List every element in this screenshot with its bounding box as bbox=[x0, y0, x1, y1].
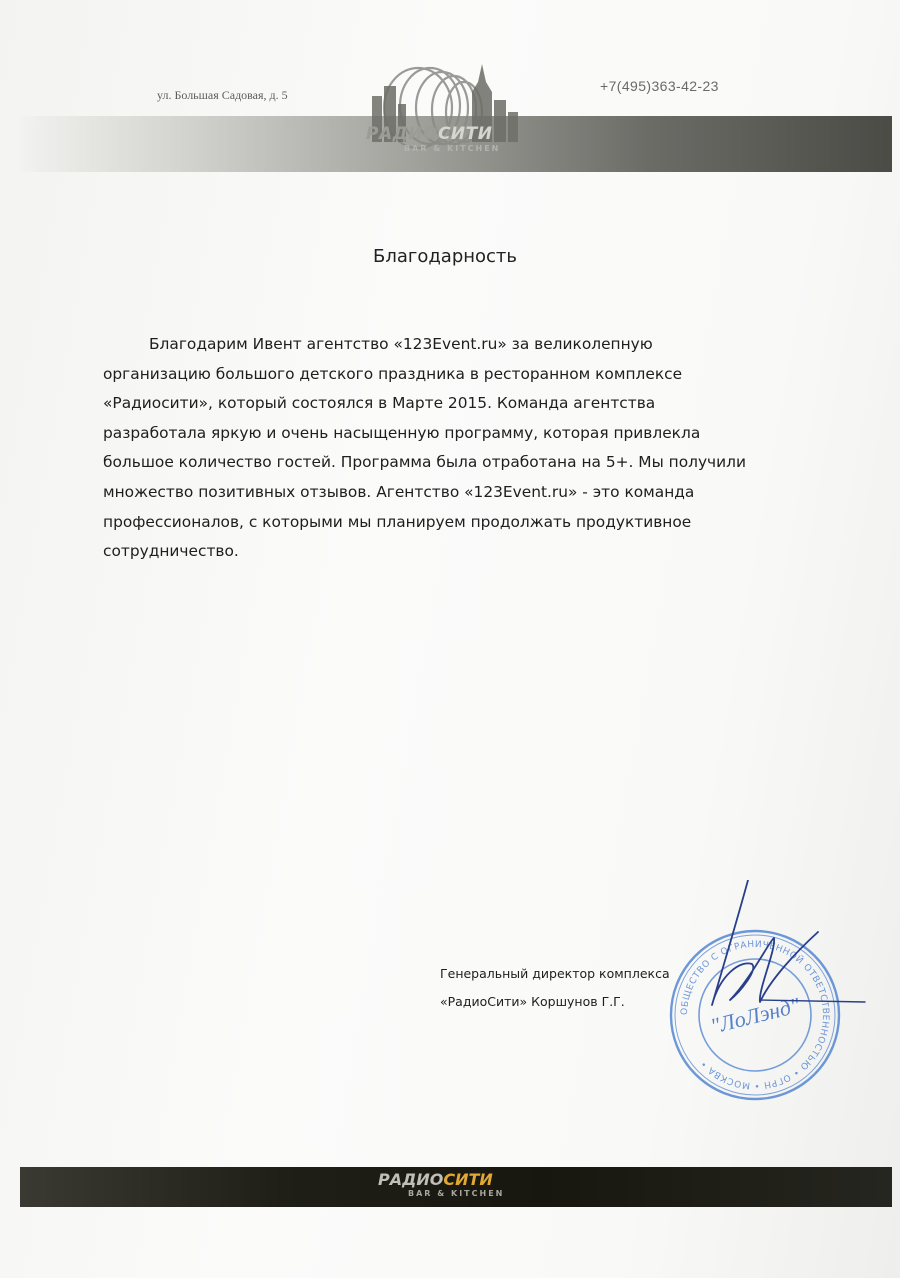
header-logo-wordmark bbox=[366, 124, 492, 144]
footer-logo-wordmark bbox=[378, 1170, 493, 1189]
footer-logo-word-1: РАДИО bbox=[378, 1170, 444, 1189]
document-body-paragraph bbox=[103, 330, 763, 567]
stamp-ring-text-path: ОБЩЕСТВО С ОГРАНИЧЕННОЙ ОТВЕТСТВЕННОСТЬЮ • ОГРН • МОСКВА • bbox=[679, 939, 831, 1091]
handwritten-signature bbox=[700, 880, 870, 1030]
header-logo-word-2: СИТИ bbox=[437, 124, 493, 144]
footer-logo-subtitle: BAR & KITCHEN bbox=[408, 1189, 505, 1198]
document-title: Благодарность bbox=[372, 246, 518, 267]
stamp-center-text: "ЛоЛэнд" bbox=[707, 992, 803, 1039]
footer-logo-word-2: СИТИ bbox=[443, 1170, 493, 1189]
header-logo-subtitle: BAR & KITCHEN bbox=[404, 144, 501, 153]
header-logo-word-1: РАДИО bbox=[366, 124, 438, 144]
document-body-text: Благодарим Ивент агентство «123Event.ru» за великолепную организацию большого детского праздника в ресторанном комплексе «Радиосити», который состоялся в Марте 2015. Команда агентства разработала яркую и очень насыщенную программу, которая привлекла большое количество гостей. Программа была отработана на 5+. Мы получили множество позитивных отзывов. Агентство «123Event.ru» - это команда профессионалов, с которыми мы планируем продолжать продуктивное сотрудничество. bbox=[103, 335, 746, 561]
header-phone: +7(495)363-42-23 bbox=[600, 78, 719, 94]
signatory-name: «РадиоСити» Коршунов Г.Г. bbox=[440, 994, 625, 1009]
signatory-position: Генеральный директор комплекса bbox=[440, 966, 670, 981]
header-address: ул. Большая Садовая, д. 5 bbox=[157, 88, 288, 102]
signature-block bbox=[440, 960, 670, 1016]
